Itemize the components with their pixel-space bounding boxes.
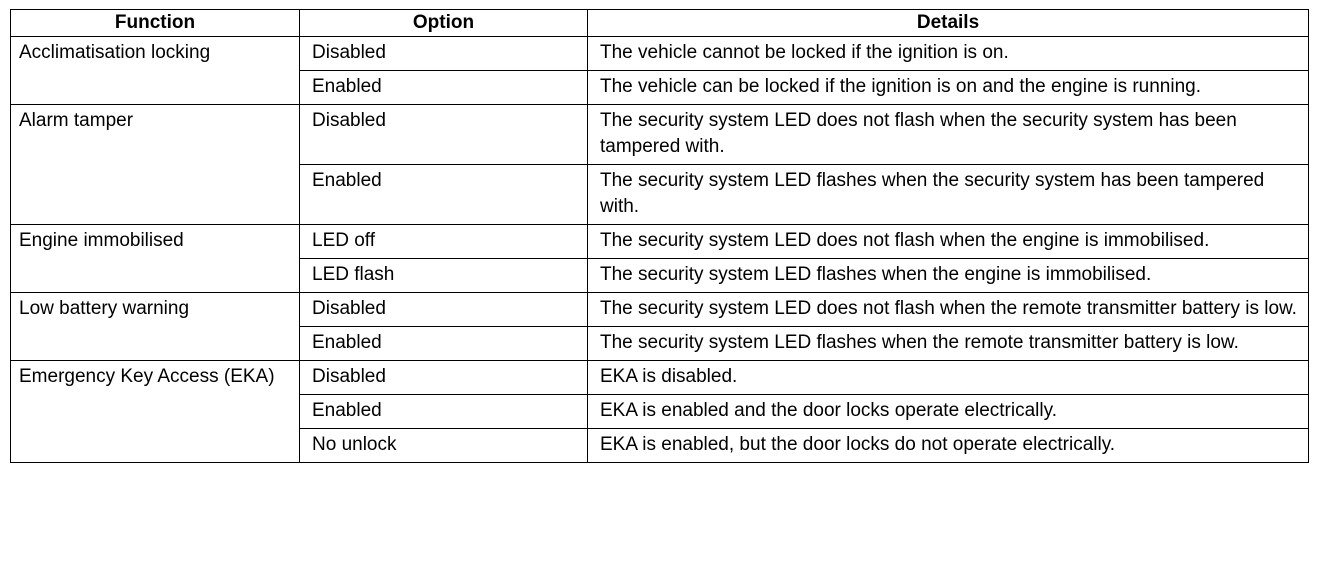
table-row	[11, 37, 1309, 71]
details-cell: The security system LED does not flash when the engine is immobilised.	[588, 225, 1309, 259]
details-cell: The security system LED does not flash when the security system has been tampered with.	[588, 105, 1309, 165]
details-cell: The security system LED does not flash when the remote transmitter battery is low.	[588, 293, 1309, 327]
option-cell: LED flash	[300, 259, 588, 293]
option-cell: No unlock	[300, 429, 588, 463]
option-cell: Disabled	[300, 105, 588, 165]
option-cell: Enabled	[300, 71, 588, 105]
option-cell: Enabled	[300, 165, 588, 225]
function-cell: Engine immobilised	[11, 225, 300, 293]
function-cell: Alarm tamper	[11, 105, 300, 225]
function-cell: Acclimatisation locking	[11, 37, 300, 105]
details-cell: The security system LED flashes when the security system has been tampered with.	[588, 165, 1309, 225]
header-row	[11, 10, 1309, 37]
option-cell: Disabled	[300, 293, 588, 327]
option-cell: Enabled	[300, 327, 588, 361]
details-cell: The security system LED flashes when the engine is immobilised.	[588, 259, 1309, 293]
details-cell: EKA is enabled and the door locks operate electrically.	[588, 395, 1309, 429]
details-cell: The security system LED flashes when the remote transmitter battery is low.	[588, 327, 1309, 361]
details-cell: The vehicle can be locked if the ignition is on and the engine is running.	[588, 71, 1309, 105]
table-row	[11, 105, 1309, 165]
function-cell: Emergency Key Access (EKA)	[11, 361, 300, 463]
table-row	[11, 225, 1309, 259]
function-options-table	[10, 9, 1309, 463]
details-cell: EKA is enabled, but the door locks do not operate electrically.	[588, 429, 1309, 463]
table-row	[11, 361, 1309, 395]
details-cell: The vehicle cannot be locked if the ignition is on.	[588, 37, 1309, 71]
option-cell: Disabled	[300, 37, 588, 71]
function-cell: Low battery warning	[11, 293, 300, 361]
option-cell: LED off	[300, 225, 588, 259]
table-row	[11, 293, 1309, 327]
header-option: Option	[300, 10, 588, 37]
details-cell: EKA is disabled.	[588, 361, 1309, 395]
option-cell: Disabled	[300, 361, 588, 395]
header-details: Details	[588, 10, 1309, 37]
option-cell: Enabled	[300, 395, 588, 429]
table-body	[11, 37, 1309, 463]
header-function: Function	[11, 10, 300, 37]
